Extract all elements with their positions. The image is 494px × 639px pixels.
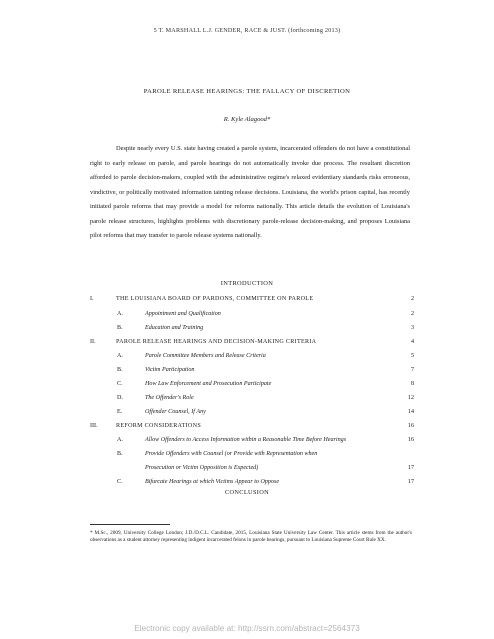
toc-letter: A.	[117, 311, 123, 317]
toc-roman-numeral: II.	[90, 339, 96, 345]
toc-entry-label: Bifurcate Hearings at which Victims Appear to Oppose	[145, 479, 280, 485]
toc-row	[0, 296, 494, 307]
toc-entry-label: Prosecution or Victim Opposition is Expected)	[145, 465, 259, 471]
toc-page-number: 17	[407, 479, 414, 485]
ssrn-watermark[interactable]: Electronic copy available at: http://ssrn.com/abstract=2564373	[134, 624, 360, 633]
toc-row	[0, 437, 494, 448]
toc-row	[0, 409, 494, 420]
toc-row	[0, 367, 494, 378]
toc-letter: B.	[117, 451, 123, 457]
toc-entry-label: Victim Participation	[145, 367, 195, 373]
toc-roman-numeral: III.	[90, 423, 98, 429]
toc-page-number: 7	[410, 367, 414, 373]
toc-page-number: 3	[410, 325, 414, 331]
toc-entry-label: Allow Offenders to Access Information within a Reasonable Time Before Hearings	[145, 437, 347, 443]
toc-letter: A.	[117, 437, 123, 443]
toc-letter: B.	[117, 325, 123, 331]
toc-row	[0, 423, 494, 434]
toc-letter: A.	[117, 353, 123, 359]
toc-letter: D.	[117, 395, 123, 401]
toc-page-number: 2	[410, 311, 414, 317]
toc-row	[0, 451, 494, 462]
toc-page-number: 16	[407, 437, 414, 443]
toc-page-number: 8	[410, 381, 414, 387]
toc-entry-label: Parole Committee Members and Release Criteria	[145, 353, 266, 359]
toc-conclusion: CONCLUSION	[224, 489, 270, 496]
toc-page-number: 14	[407, 409, 414, 415]
toc-entry-label: Education and Training	[145, 325, 204, 331]
toc-entry-label: THE LOUISIANA BOARD OF PARDONS, COMMITTEE ON PAROLE	[116, 296, 314, 302]
toc-row	[0, 465, 494, 476]
toc-row	[0, 325, 494, 336]
footnote-text: * M.Sc., 2009, University College London; J.D./D.C.L. Candidate, 2015, Louisiana State University Law Center. This article stems from the author's observations as a student attorney representing indigent incarcerated felons in parole hearings, pursuant to Louisiana Supreme Court Rule XX.	[90, 530, 412, 544]
footnote-rule	[90, 524, 170, 525]
toc-row	[0, 395, 494, 406]
toc-page-number: 17	[407, 465, 414, 471]
toc-row	[0, 353, 494, 364]
article-title: PAROLE RELEASE HEARINGS: THE FALLACY OF DISCRETION	[143, 88, 351, 95]
toc-entry-label: REFORM CONSIDERATIONS	[116, 423, 202, 429]
author-name: R. Kyle Alagood*	[223, 116, 271, 123]
toc-letter: B.	[117, 367, 123, 373]
toc-entry-label: PAROLE RELEASE HEARINGS AND DECISION-MAKING CRITERIA	[116, 339, 317, 345]
toc-letter: C.	[117, 381, 123, 387]
toc-page-number: 5	[410, 353, 414, 359]
footnote	[90, 530, 412, 545]
toc-letter: E.	[117, 409, 123, 415]
toc-entry-label: Appointment and Qualification	[145, 311, 221, 317]
toc-row	[0, 339, 494, 350]
toc-entry-label: Provide Offenders with Counsel (or Provide with Representation when	[145, 451, 318, 457]
toc-heading: INTRODUCTION	[220, 280, 274, 287]
toc-page-number: 16	[407, 423, 414, 429]
toc-roman-numeral: I.	[90, 296, 94, 302]
toc-row	[0, 381, 494, 392]
toc-page-number: 4	[410, 339, 414, 345]
toc-entry-label: How Law Enforcement and Prosecution Participate	[145, 381, 272, 387]
toc-entry-label: Offender Counsel, If Any	[145, 409, 206, 415]
toc-page-number: 12	[407, 395, 414, 401]
toc-entry-label: The Offender's Role	[145, 395, 194, 401]
toc-row	[0, 311, 494, 322]
running-head: 5 T. MARSHALL L.J. GENDER, RACE & JUST. (forthcoming 2013)	[153, 27, 341, 34]
toc-letter: C.	[117, 479, 123, 485]
toc-page-number: 2	[410, 296, 414, 302]
abstract-paragraph: Despite nearly every U.S. state having created a parole system, incarcerated offenders do not have a constitutional right to early release on parole, and parole hearings do not automatically invoke due process. The resultant discretion afforded to parole decision-makers, coupled with the administrative regime's relaxed evidentiary standards risks erroneous, vindictive, or politically motivated information tainting release decisions. Louisiana, the world's prison capital, has recently initiated parole reforms that may provide a model for reforms nationally. This article details the evolution of Louisiana's parole release structures, highlights problems with discretionary parole-release decision-making, and proposes Louisiana pilot reforms that may transfer to parole release systems nationally.	[90, 145, 410, 239]
